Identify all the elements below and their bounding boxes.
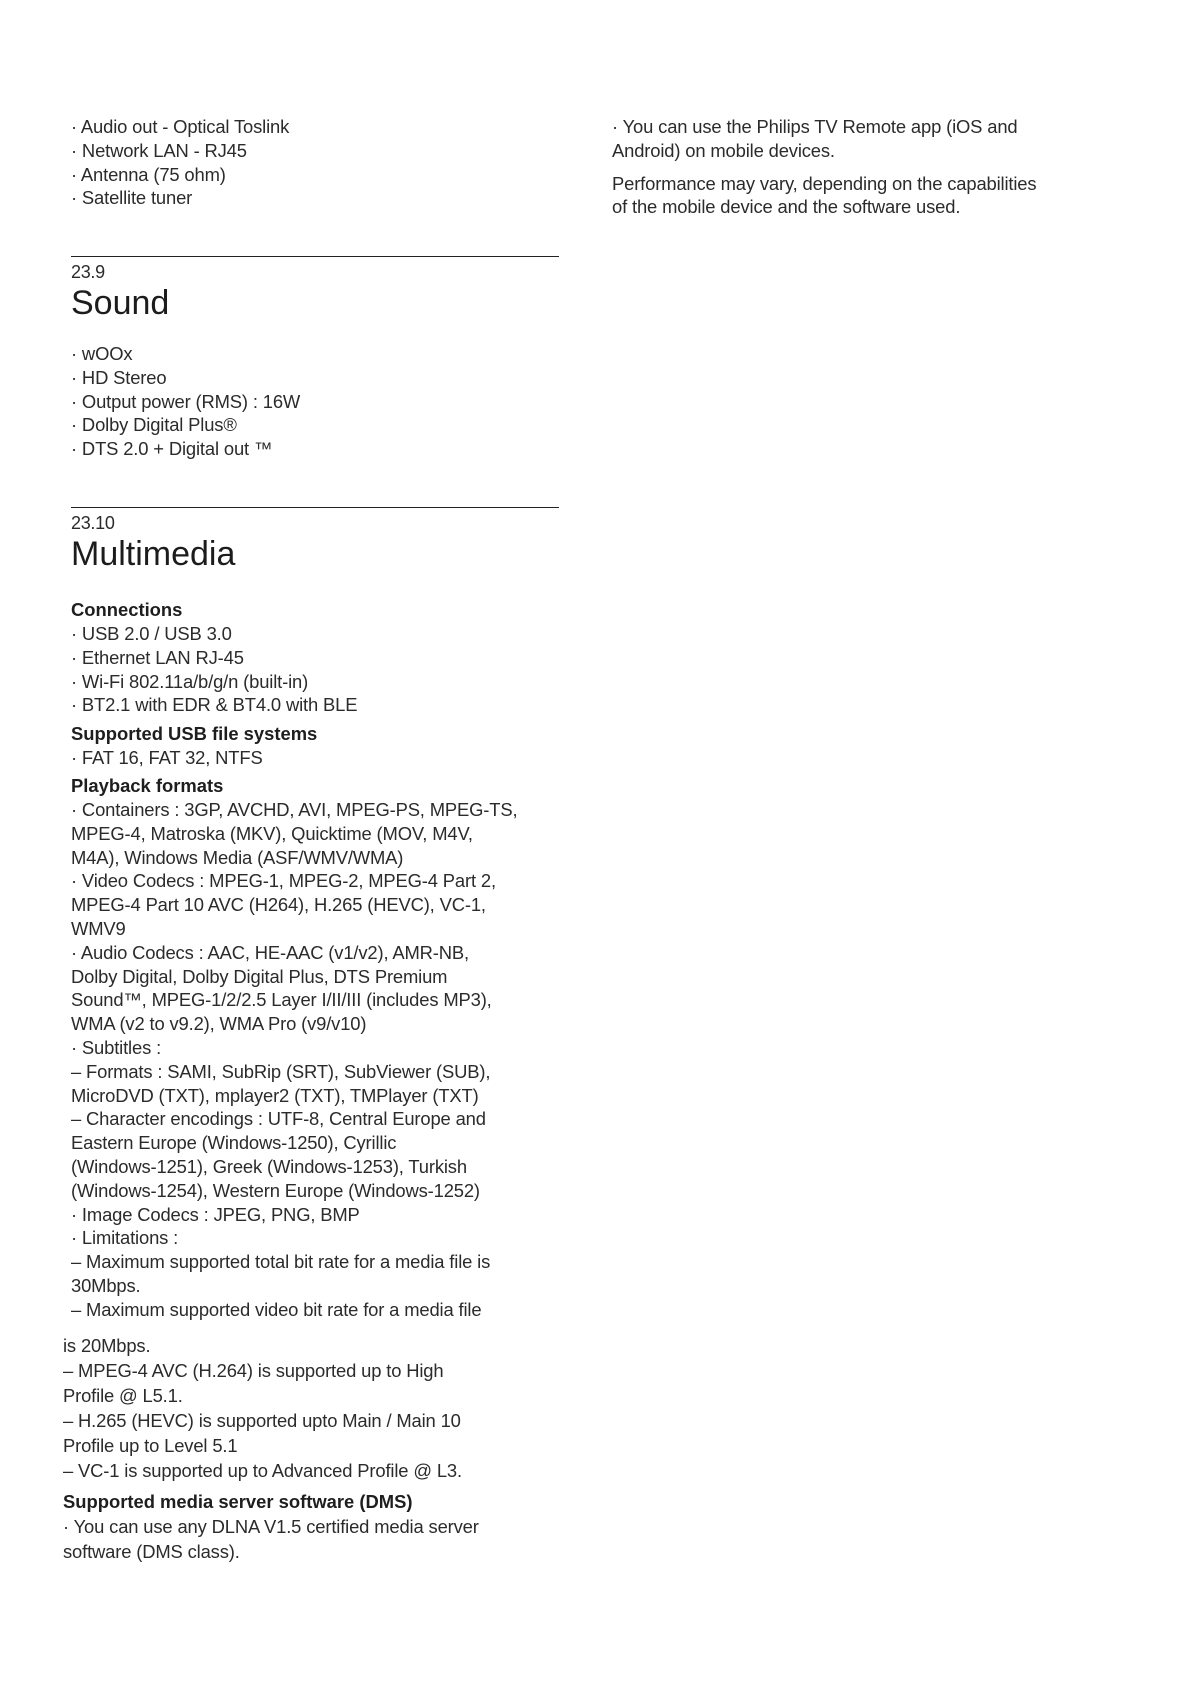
playback-line: Eastern Europe (Windows-1250), Cyrillic bbox=[71, 1132, 397, 1154]
section-multimedia bbox=[71, 507, 559, 574]
usb-fs-heading: Supported USB file systems bbox=[71, 723, 318, 745]
playback-line: M4A), Windows Media (ASF/WMV/WMA) bbox=[71, 846, 404, 868]
playback-line: MPEG-4 Part 10 AVC (H264), H.265 (HEVC), VC-1, bbox=[71, 894, 486, 916]
playback-line: is 20Mbps. bbox=[63, 1335, 151, 1356]
list-item: · Satellite tuner bbox=[71, 187, 193, 209]
list-item: · HD Stereo bbox=[71, 366, 167, 388]
list-item: · DTS 2.0 + Digital out ™ bbox=[71, 438, 273, 460]
playback-line: – Character encodings : UTF-8, Central Europe and bbox=[71, 1108, 486, 1130]
playback-heading: Playback formats bbox=[71, 774, 224, 796]
playback-line: (Windows-1254), Western Europe (Windows-1252) bbox=[71, 1179, 480, 1201]
playback-line: – Maximum supported video bit rate for a media file bbox=[71, 1298, 482, 1320]
list-item: · wOOx bbox=[71, 343, 133, 364]
multimedia-content bbox=[71, 598, 571, 1322]
playback-line: – MPEG-4 AVC (H.264) is supported up to High bbox=[63, 1360, 444, 1381]
section-number: 23.9 bbox=[71, 262, 105, 282]
list-item: · Dolby Digital Plus® bbox=[71, 414, 237, 436]
playback-line: WMV9 bbox=[71, 917, 126, 939]
playback-line: · Video Codecs : MPEG-1, MPEG-2, MPEG-4 Part 2, bbox=[71, 870, 496, 892]
paragraph-line: · You can use the Philips TV Remote app (iOS and bbox=[612, 116, 1018, 137]
dms-line: software (DMS class). bbox=[63, 1541, 240, 1562]
playback-line: WMA (v2 to v9.2), WMA Pro (v9/v10) bbox=[71, 1013, 367, 1035]
paragraph-line: Android) on mobile devices. bbox=[612, 139, 835, 161]
list-item: · Wi-Fi 802.11a/b/g/n (built-in) bbox=[71, 670, 309, 692]
playback-line: MPEG-4, Matroska (MKV), Quicktime (MOV, M4V, bbox=[71, 822, 473, 844]
playback-line: · Image Codecs : JPEG, PNG, BMP bbox=[71, 1203, 360, 1225]
playback-line: – Formats : SAMI, SubRip (SRT), SubViewer (SUB), bbox=[71, 1060, 491, 1082]
list-item: · Output power (RMS) : 16W bbox=[71, 390, 301, 412]
section-sound bbox=[71, 256, 559, 323]
sound-list bbox=[71, 342, 571, 461]
playback-line: · Containers : 3GP, AVCHD, AVI, MPEG-PS, MPEG-TS, bbox=[71, 798, 518, 820]
section-title: Sound bbox=[71, 284, 170, 322]
playback-line: (Windows-1251), Greek (Windows-1253), Turkish bbox=[71, 1155, 467, 1177]
playback-line: Profile up to Level 5.1 bbox=[63, 1435, 238, 1456]
multimedia-continued bbox=[63, 1333, 563, 1564]
playback-line: · Limitations : bbox=[71, 1227, 179, 1249]
paragraph-line: Performance may vary, depending on the capabilities bbox=[612, 172, 1037, 194]
playback-line: – H.265 (HEVC) is supported upto Main / Main 10 bbox=[63, 1410, 461, 1431]
list-item: · Audio out - Optical Toslink bbox=[71, 116, 290, 137]
playback-line: – VC-1 is supported up to Advanced Profile @ L3. bbox=[63, 1460, 462, 1481]
section-title: Multimedia bbox=[71, 535, 236, 573]
playback-line: Sound™, MPEG-1/2/2.5 Layer I/II/III (includes MP3), bbox=[71, 989, 492, 1011]
playback-line: – Maximum supported total bit rate for a media file is bbox=[71, 1251, 491, 1273]
list-item: · Network LAN - RJ45 bbox=[71, 139, 247, 161]
top-left-list bbox=[71, 115, 561, 210]
playback-line: 30Mbps. bbox=[71, 1274, 141, 1296]
playback-line: · Subtitles : bbox=[71, 1036, 162, 1058]
list-item: · USB 2.0 / USB 3.0 bbox=[71, 623, 232, 644]
list-item: · FAT 16, FAT 32, NTFS bbox=[71, 747, 263, 769]
playback-line: · Audio Codecs : AAC, HE-AAC (v1/v2), AMR-NB, bbox=[71, 941, 469, 963]
dms-heading: Supported media server software (DMS) bbox=[63, 1491, 413, 1512]
list-item: · Ethernet LAN RJ-45 bbox=[71, 646, 244, 668]
playback-line: Dolby Digital, Dolby Digital Plus, DTS Premium bbox=[71, 965, 448, 987]
dms-line: · You can use any DLNA V1.5 certified media server bbox=[63, 1516, 479, 1537]
connections-heading: Connections bbox=[71, 599, 183, 620]
right-column bbox=[612, 115, 1102, 219]
list-item: · BT2.1 with EDR & BT4.0 with BLE bbox=[71, 694, 358, 716]
list-item: · Antenna (75 ohm) bbox=[71, 163, 226, 185]
playback-line: MicroDVD (TXT), mplayer2 (TXT), TMPlayer (TXT) bbox=[71, 1084, 479, 1106]
playback-line: Profile @ L5.1. bbox=[63, 1385, 183, 1406]
paragraph-line: of the mobile device and the software used. bbox=[612, 196, 961, 218]
section-number: 23.10 bbox=[71, 513, 115, 533]
